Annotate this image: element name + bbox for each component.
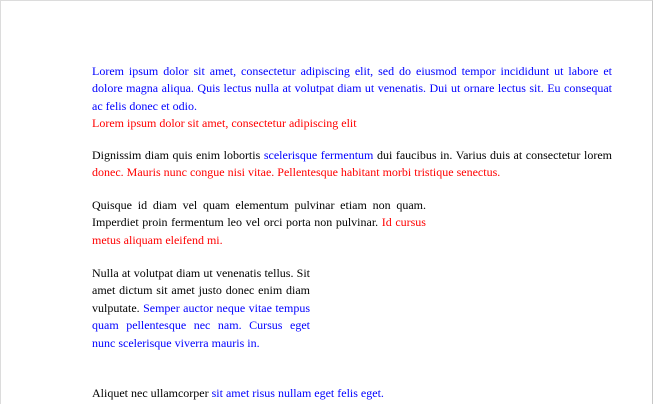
paragraph-5-text-a: Aliquet nec ullamcorper xyxy=(92,386,212,400)
paragraph-1 xyxy=(92,63,612,133)
paragraph-5 xyxy=(92,385,612,402)
paragraph-2 xyxy=(92,147,612,182)
paragraph-4-text-a: Nulla at volutpat diam ut venenatis tellus. Sit amet dictum sit amet justo donec enim diam vulputate. xyxy=(92,266,310,315)
paragraph-2-text-c: dui faucibus in. Varius duis at consectetur lorem xyxy=(373,148,612,162)
paragraph-1-red-text: Lorem ipsum dolor sit amet, consectetur adipiscing elit xyxy=(92,116,357,131)
paragraph-3 xyxy=(92,197,426,249)
paragraph-2-text-a: Dignissim diam quis enim lobortis xyxy=(92,148,264,162)
paragraph-3-text-a: Quisque id diam vel quam elementum pulvinar etiam non quam. Imperdiet proin fermentum leo vel orci porta non pulvinar. xyxy=(92,198,426,230)
paragraph-5-blue-text: sit amet risus nullam eget felis eget. xyxy=(211,386,384,400)
paragraph-1-blue-text: Lorem ipsum dolor sit amet, consectetur adipiscing elit, sed do eiusmod tempor incididunt ut labore et dolore magna aliqua. Quis lectus nulla at volutpat diam ut venenatis. Dui ut ornare lectus sit. Eu consequat ac felis donec et odio. xyxy=(92,64,612,113)
paragraph-2-blue-text: scelerisque fermentum xyxy=(263,148,374,162)
paragraph-3-red-text: Id cursus metus aliquam eleifend mi. xyxy=(92,215,426,247)
paragraph-4-blue-text: Semper auctor neque vitae tempus quam pellentesque nec nam. Cursus eget nunc scelerisque viverra mauris in. xyxy=(92,300,311,350)
paragraph-4 xyxy=(92,265,310,352)
paragraph-2-red-text: donec. Mauris nunc congue nisi vitae. Pellentesque habitant morbi tristique senectus. xyxy=(92,165,501,180)
